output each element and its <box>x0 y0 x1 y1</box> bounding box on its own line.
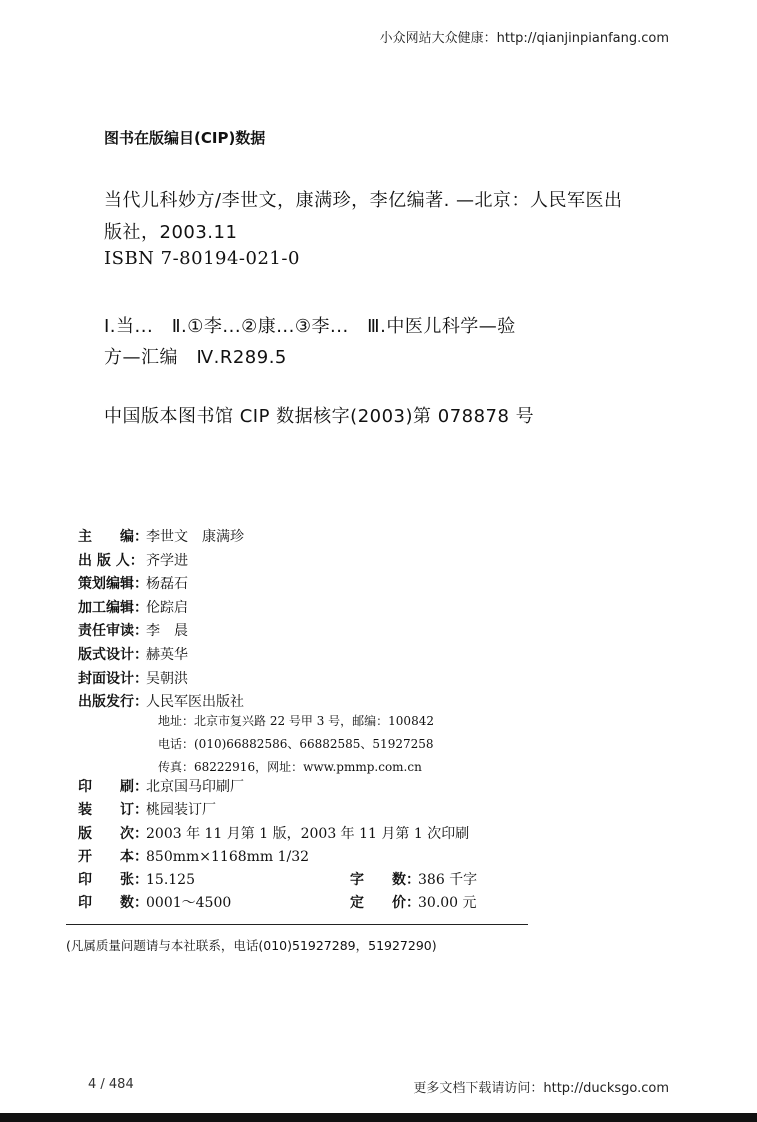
colophon-value: 伦踪启 <box>146 599 188 616</box>
spec-row <box>78 869 195 889</box>
spec-value: 0001～4500 <box>146 895 232 912</box>
spec-label: 装 订： <box>78 802 148 819</box>
colophon-row <box>78 526 244 546</box>
colophon-row <box>78 597 188 617</box>
spec-row <box>78 799 216 819</box>
bottom-bar <box>0 1113 757 1122</box>
spec-label: 字 数： <box>350 872 420 888</box>
colophon-value: 赫英华 <box>146 647 188 663</box>
spec-label: 印 张： <box>78 872 148 888</box>
quality-note: (凡属质量问题请与本社联系，电话(010)51927289，51927290) <box>66 938 437 953</box>
cip-class-2: 方—汇编 Ⅳ.R289.5 <box>104 347 287 368</box>
spec-value: 386 千字 <box>418 872 478 888</box>
spec-value: 30.00 元 <box>418 895 477 912</box>
spec-value: 850mm×1168mm 1/32 <box>146 848 310 865</box>
spec-label: 版 次： <box>78 825 148 842</box>
spec-value: 北京国马印刷厂 <box>146 779 244 795</box>
colophon-row <box>78 691 244 711</box>
spec-value: 桃园装订厂 <box>146 802 216 819</box>
cip-isbn: ISBN 7-80194-021-0 <box>104 248 300 269</box>
publisher-phone: 电话：(010)66882586、66882585、51927258 <box>158 737 434 751</box>
colophon-label: 封面设计： <box>78 670 148 687</box>
footer-link[interactable]: 更多文档下载请访问：http://ducksgo.com <box>413 1081 669 1096</box>
cip-line-1: 当代儿科妙方/李世文，康满珍，李亿编著. —北京：人民军医出 <box>104 190 623 211</box>
colophon-label: 责任审读： <box>78 623 148 640</box>
colophon-row <box>78 620 188 640</box>
publisher-fax-web: 传真：68222916，网址：www.pmmp.com.cn <box>158 760 422 774</box>
cip-title: 图书在版编目(CIP)数据 <box>104 129 266 147</box>
colophon-label: 主 编： <box>78 529 148 545</box>
spec-row <box>78 846 309 866</box>
spec-row <box>78 892 231 912</box>
colophon-row <box>78 550 188 570</box>
spec-label: 定 价： <box>350 895 420 912</box>
spec-label: 印 数： <box>78 895 148 912</box>
spec-value: 2003 年 11 月第 1 版，2003 年 11 月第 1 次印刷 <box>146 825 470 842</box>
cip-class-1: Ⅰ.当... Ⅱ.①李...②康...③李... Ⅲ.中医儿科学—验 <box>104 316 516 337</box>
colophon-label: 策划编辑： <box>78 576 148 593</box>
spec-row <box>78 823 469 843</box>
colophon-value: 杨磊石 <box>146 576 188 593</box>
spec-value: 15.125 <box>146 872 195 888</box>
colophon-row <box>78 573 188 593</box>
cip-record: 中国版本图书馆 CIP 数据核字(2003)第 078878 号 <box>104 406 535 427</box>
spec-label: 印 刷： <box>78 779 148 795</box>
publisher-address: 地址：北京市复兴路 22 号甲 3 号，邮编：100842 <box>158 714 434 728</box>
page-indicator: 4 / 484 <box>88 1077 134 1092</box>
colophon-row <box>78 668 188 688</box>
colophon-label: 出版发行： <box>78 694 148 711</box>
spec-row <box>78 776 244 796</box>
colophon-value: 吴朝洪 <box>146 670 188 687</box>
header-site-text: 小众网站大众健康：http://qianjinpianfang.com <box>379 31 669 46</box>
colophon-value: 李世文 康满珍 <box>146 529 244 545</box>
colophon-row <box>78 644 188 664</box>
spec-label: 开 本： <box>78 848 148 865</box>
colophon-label: 加工编辑： <box>78 599 148 616</box>
colophon-value: 人民军医出版社 <box>146 694 244 711</box>
spec-row <box>350 892 477 912</box>
divider <box>66 924 528 925</box>
spec-row <box>350 869 477 889</box>
colophon-label: 出 版 人： <box>78 552 144 569</box>
colophon-label: 版式设计： <box>78 647 148 663</box>
cip-line-2: 版社，2003.11 <box>104 222 238 243</box>
colophon-value: 李 晨 <box>146 623 188 640</box>
colophon-value: 齐学进 <box>146 552 188 569</box>
